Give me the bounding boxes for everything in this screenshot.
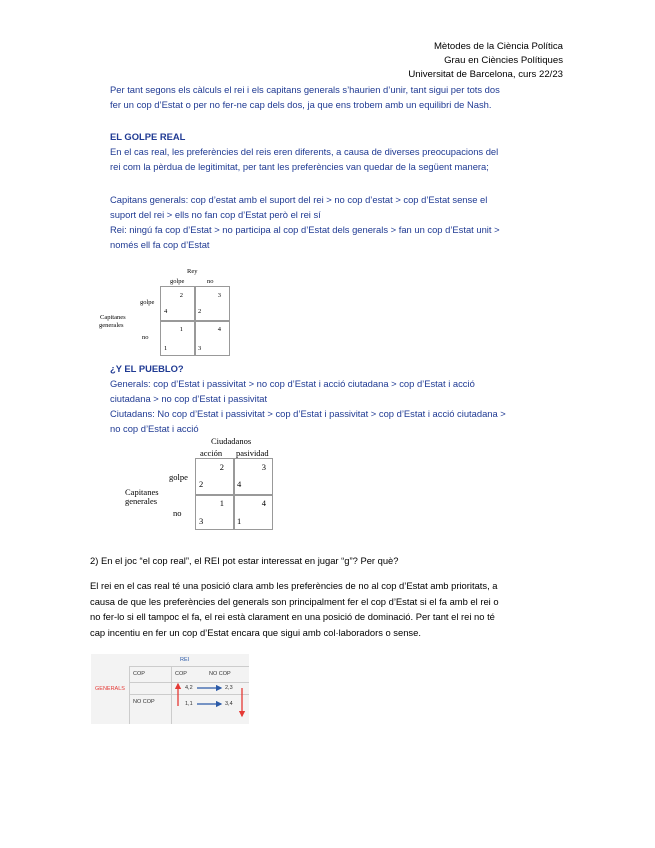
golpe-real-line: En el cas real, les preferències del reis eren diferents, a causa de diverses preocupacions del — [110, 146, 499, 157]
cell-payoff-col: 1 — [179, 326, 183, 333]
answer-line: no fer-lo si ell tampoc el fa, el rei està clarament en una posició de dominació. Per tant el rei no té — [90, 611, 495, 622]
matrix-col-label: pasividad — [236, 448, 269, 458]
header-university: Universitat de Barcelona, curs 22/23 — [408, 69, 563, 80]
matrix-cell — [233, 458, 273, 496]
payoff-cop-cop: 4,2 — [185, 685, 193, 691]
cell-payoff-col: 4 — [217, 326, 221, 333]
cell-payoff-row: 3 — [199, 516, 204, 526]
cell-payoff-row: 4 — [164, 308, 168, 315]
matrix-row-label: no — [173, 508, 182, 518]
header-course: Mètodes de la Ciència Política — [433, 41, 563, 52]
rei-preferences: Rei: ningú fa cop d’Estat > no participa al cop d’Estat dels generals > fan un cop d’Estat unit > — [110, 224, 500, 235]
matrix-row-player: Capitanes — [100, 314, 126, 321]
pueblo-section — [110, 361, 570, 436]
matrix-col-player: REI — [180, 657, 190, 663]
answer-paragraph — [90, 578, 570, 640]
matrix-row-player: GENERALS — [95, 686, 125, 692]
answer-line: El rei en el cas real té una posició clara amb les preferències de no al cop d’Estat amb prioritats, a — [90, 580, 498, 591]
intro-line: fer un cop d’Estat o per no fer-ne cap dels dos, ja que ens trobem amb un equilibri de Nash. — [110, 99, 492, 110]
capitans-preferences-cont: suport del rei > ells no fan cop d’Estat però el rei sí — [110, 209, 321, 220]
payoff-cop-nocop: 2,3 — [225, 685, 233, 691]
golpe-real-section — [110, 129, 570, 174]
cell-payoff-row: 4 — [237, 479, 242, 489]
best-response-arrows — [91, 654, 249, 724]
matrix-cell — [233, 494, 273, 530]
payoff-nocop-nocop: 3,4 — [225, 701, 233, 707]
matrix-cell — [160, 286, 196, 322]
matrix-corner-label: COP — [133, 671, 145, 677]
payoff-matrix-rei-generals — [91, 654, 249, 724]
matrix-cell — [195, 458, 235, 496]
capitans-preferences: Capitans generals: cop d’estat amb el suport del rei > no cop d’estat > cop d’Estat sense el — [110, 194, 488, 205]
preferences-block — [110, 192, 570, 252]
matrix-col-label: acción — [200, 448, 223, 458]
ciutadans-preferences: Ciutadans: No cop d’Estat i passivitat > cop d’Estat i passivitat > cop d’Estat i acció ciutadana > — [110, 408, 506, 419]
matrix-row-label: no — [142, 334, 149, 341]
payoff-nocop-cop: 1,1 — [185, 701, 193, 707]
cell-payoff-col: 2 — [219, 462, 224, 472]
rei-preferences-cont: només ell fa cop d’Estat — [110, 239, 210, 250]
pueblo-heading: ¿Y EL PUEBLO? — [110, 363, 184, 374]
matrix-row-player: generales — [125, 496, 158, 506]
matrix-row-label: golpe — [169, 472, 188, 482]
document-header — [408, 40, 563, 82]
matrix-cell — [195, 494, 235, 530]
matrix-row-label: golpe — [140, 299, 155, 306]
matrix-col-label: NO COP — [209, 671, 231, 677]
matrix-row-player: generales — [99, 322, 124, 329]
header-degree: Grau en Ciències Polítiques — [444, 55, 563, 66]
intro-paragraph — [110, 82, 570, 112]
answer-line: causa de que les preferències del generals son principalment fer el cop d’Estat si el fa amb el rei o — [90, 595, 499, 607]
matrix-row-player: Capitanes — [125, 487, 159, 497]
matrix-cell — [194, 320, 230, 356]
generals-preferences: Generals: cop d’Estat i passivitat > no cop d’Estat i acció ciutadana > cop d’Estat i acció — [110, 378, 475, 389]
cell-payoff-col: 1 — [219, 498, 224, 508]
cell-payoff-col: 3 — [217, 292, 221, 299]
cell-payoff-col: 3 — [261, 462, 266, 472]
intro-line: Per tant segons els càlculs el rei i els capitans generals s’haurien d’unir, tant sigui per tots dos — [110, 84, 500, 95]
matrix-col-player: Ciudadanos — [211, 436, 252, 446]
matrix-cell — [160, 320, 196, 356]
question-2: 2) En el joc “el cop real”, el REI pot estar interessat en jugar “g”? Per què? — [90, 555, 399, 566]
cell-payoff-row: 2 — [199, 479, 204, 489]
cell-payoff-col: 4 — [261, 498, 266, 508]
answer-line: cap incentiu en fer un cop d’Estat encara que sigui amb col·laboradors o sense. — [90, 626, 421, 638]
cell-payoff-col: 2 — [179, 292, 183, 299]
ciutadans-preferences-cont: no cop d’Estat i acció — [110, 423, 199, 434]
matrix-col-label: golpe — [170, 278, 185, 285]
matrix-col-label: COP — [175, 671, 187, 677]
generals-preferences-cont: ciutadana > no cop d’Estat i passivitat — [110, 393, 268, 404]
cell-payoff-row: 1 — [164, 345, 168, 352]
matrix-col-player: Rey — [187, 268, 198, 275]
payoff-matrix-ciudadanos — [115, 436, 285, 531]
matrix-col-label: no — [207, 278, 214, 285]
cell-payoff-row: 3 — [198, 345, 202, 352]
golpe-real-heading: EL GOLPE REAL — [110, 131, 186, 142]
payoff-matrix-rey — [90, 266, 240, 358]
cell-payoff-row: 1 — [237, 516, 242, 526]
golpe-real-line: rei com la pèrdua de legitimitat, per tant les preferències van quedar de la següent manera; — [110, 161, 489, 172]
matrix-row-label: NO COP — [133, 699, 155, 705]
matrix-cell — [194, 286, 230, 322]
cell-payoff-row: 2 — [198, 308, 202, 315]
